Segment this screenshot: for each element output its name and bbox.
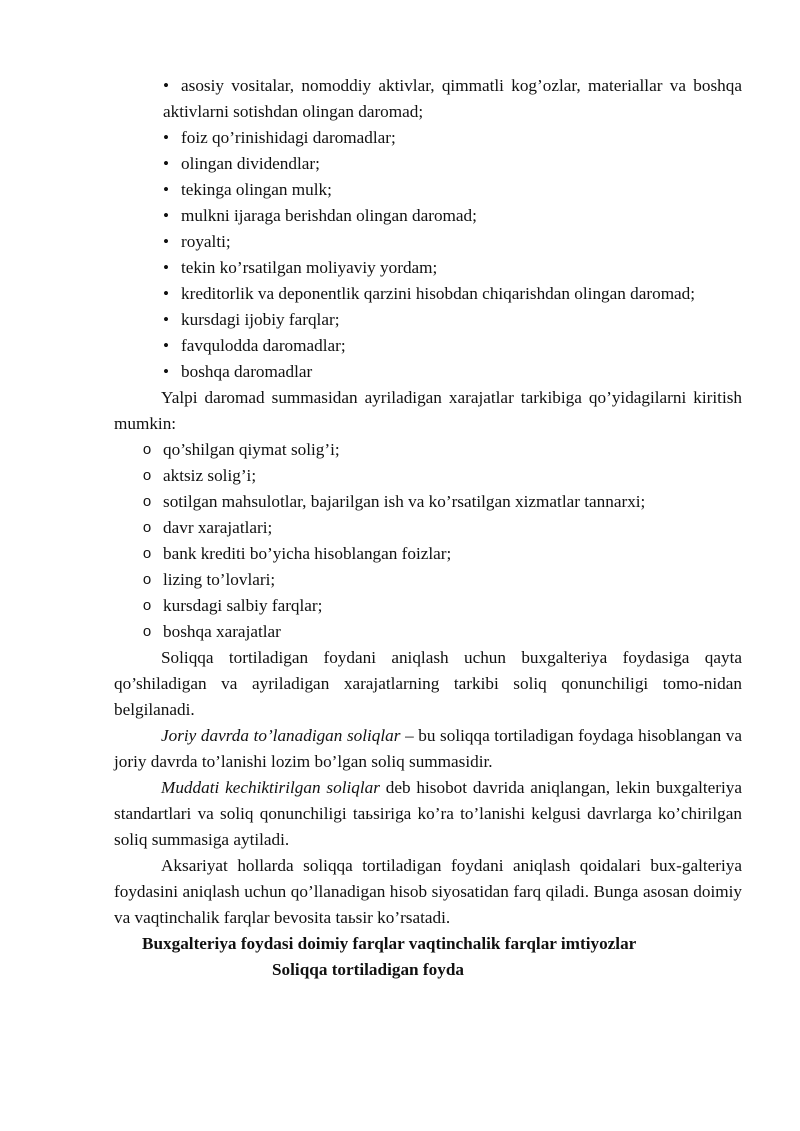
expense-item-text: bank krediti bo’yicha hisoblangan foizlar;	[163, 544, 452, 563]
expense-item	[114, 593, 742, 619]
term-current-taxes: Joriy davrda to’lanadigan soliqlar	[161, 726, 401, 745]
paragraph-majority: Aksariyat hollarda soliqqa tortiladigan foydani aniqlash qoidalari bux-galteriya foydasini aniqlash uchun qo’llanadigan hisob siyosatidan farq qiladi. Bunga asosan doimiy va vaqtinchalik farqlar bevosita taьsir ko’rsatadi.	[114, 856, 742, 927]
bullet-mark: •	[163, 232, 170, 251]
income-item	[114, 255, 742, 281]
income-item-text: favqulodda daromadlar;	[181, 336, 346, 355]
formula-line-1: Buxgalteriya foydasi doimiy farqlar vaqtinchalik farqlar imtiyozlar	[142, 934, 637, 953]
income-item-text: asosiy vositalar, nomoddiy aktivlar, qimmatli kog’ozlar, materiallar va boshqa aktivlarni sotishdan olingan daromad;	[163, 76, 742, 121]
bullet-mark: •	[163, 180, 170, 199]
circle-mark: o	[142, 467, 152, 484]
expense-item-text: sotilgan mahsulotlar, bajarilgan ish va ko’rsatilgan xizmatlar tannarxi;	[163, 492, 646, 511]
income-item	[114, 203, 742, 229]
expense-item	[114, 463, 742, 489]
income-item	[114, 307, 742, 333]
circle-mark: o	[142, 519, 152, 536]
income-item-text: mulkni ijaraga berishdan olingan daromad;	[181, 206, 477, 225]
income-item	[114, 281, 742, 307]
expense-item-text: davr xarajatlari;	[163, 518, 273, 537]
definition-deferred-taxes: deb hisobot davrida aniqlangan, lekin buxgalteriya standartlari va soliq qonunchiligi taьsiriga ko’ra to’lanishi kelgusi davrlarga ko’chirilgan soliq summasiga aytiladi.	[114, 778, 742, 849]
expense-item-text: lizing to’lovlari;	[163, 570, 276, 589]
income-item-text: foiz qo’rinishidagi daromadlar;	[181, 128, 396, 147]
bullet-mark: •	[163, 362, 170, 381]
circle-mark: o	[142, 623, 152, 640]
income-item-text: kreditorlik va deponentlik qarzini hisobdan chiqarishdan olingan daromad;	[181, 284, 696, 303]
expense-item	[114, 515, 742, 541]
income-item	[114, 125, 742, 151]
bullet-mark: •	[163, 258, 170, 277]
income-list	[114, 73, 742, 385]
expense-item	[114, 541, 742, 567]
bullet-mark: •	[163, 336, 170, 355]
income-item	[114, 177, 742, 203]
formula-line-2: Soliqqa tortiladigan foyda	[272, 960, 464, 979]
circle-mark: o	[142, 493, 152, 510]
expense-item	[114, 567, 742, 593]
expense-item-text: boshqa xarajatlar	[163, 622, 281, 641]
term-deferred-taxes: Muddati kechiktirilgan soliqlar	[161, 778, 380, 797]
bullet-mark: •	[163, 154, 170, 173]
circle-mark: o	[142, 441, 152, 458]
paragraph-current-taxes	[114, 723, 742, 775]
expense-item-text: kursdagi salbiy farqlar;	[163, 596, 323, 615]
expense-item-text: qo’shilgan qiymat solig’i;	[163, 440, 340, 459]
bullet-mark: •	[163, 128, 170, 147]
bullet-mark: •	[163, 76, 170, 95]
income-item	[114, 73, 742, 125]
expense-list	[114, 437, 742, 645]
definition-current-taxes: – bu soliqqa tortiladigan foydaga hisoblangan va joriy davrda to’lanishi lozim bo’lgan soliq summasidir.	[114, 726, 742, 771]
income-item	[114, 151, 742, 177]
income-item-text: tekinga olingan mulk;	[181, 180, 332, 199]
circle-mark: o	[142, 597, 152, 614]
income-item-text: tekin ko’rsatilgan moliyaviy yordam;	[181, 258, 438, 277]
bullet-mark: •	[163, 310, 170, 329]
income-item	[114, 229, 742, 255]
bullet-mark: •	[163, 206, 170, 225]
paragraph-tax-base: Soliqqa tortiladigan foydani aniqlash uchun buxgalteriya foydasiga qayta qo’shiladigan va ayriladigan xarajatlarning tarkibi soliq qonunchiligi tomo-nidan belgilanadi.	[114, 648, 742, 719]
expense-item	[114, 437, 742, 463]
expense-item	[114, 619, 742, 645]
circle-mark: o	[142, 571, 152, 588]
expense-item-text: aktsiz solig’i;	[163, 466, 257, 485]
expense-item	[114, 489, 742, 515]
circle-mark: o	[142, 545, 152, 562]
paragraph-deferred-taxes	[114, 775, 742, 853]
income-item-text: olingan dividendlar;	[181, 154, 320, 173]
expenses-intro: Yalpi daromad summasidan ayriladigan xarajatlar tarkibiga qo’yidagilarni kiritish mumkin:	[114, 388, 742, 433]
document-body	[114, 73, 742, 983]
income-item-text: kursdagi ijobiy farqlar;	[181, 310, 340, 329]
income-item	[114, 333, 742, 359]
income-item	[114, 359, 742, 385]
bullet-mark: •	[163, 284, 170, 303]
income-item-text: royalti;	[181, 232, 231, 251]
income-item-text: boshqa daromadlar	[181, 362, 313, 381]
